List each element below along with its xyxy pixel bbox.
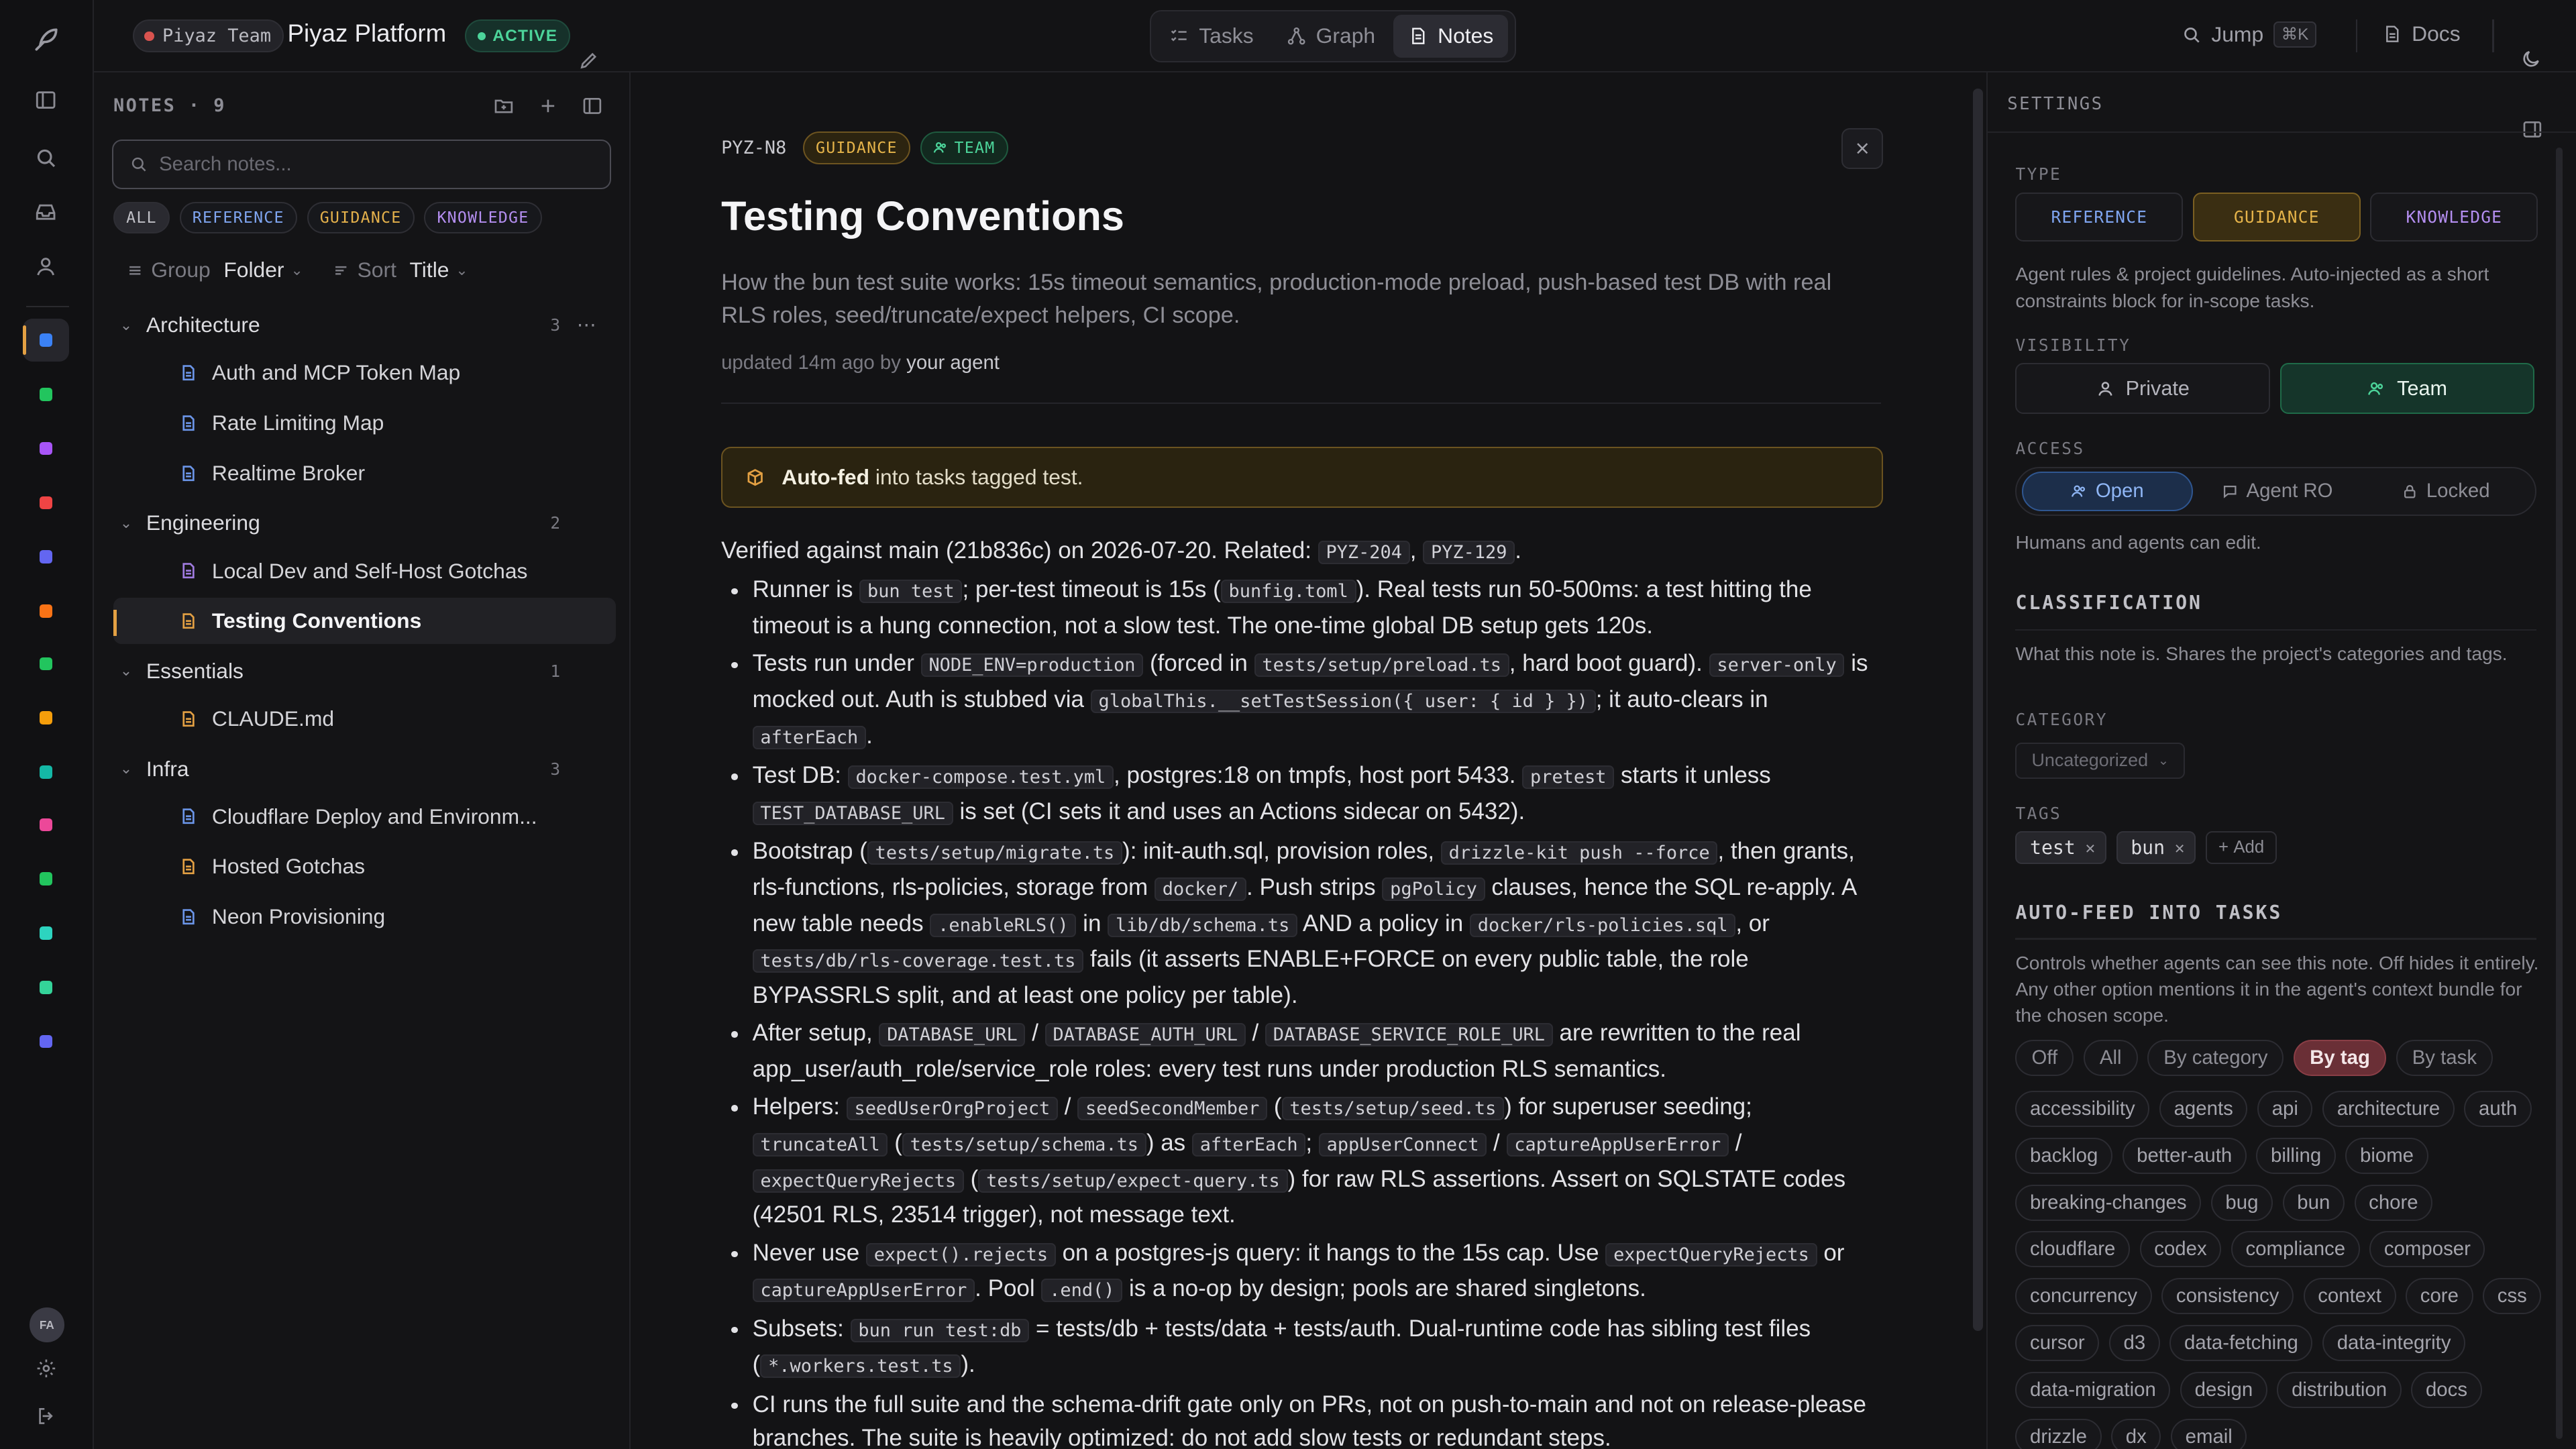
autofeed-tag-chip[interactable]: css [2483,1278,2541,1314]
banner-rest: into tasks tagged test. [875,464,1083,489]
rail-active-indicator [23,325,26,355]
document-icon [2382,24,2402,44]
autofeed-tag-chip[interactable]: codex [2140,1231,2222,1267]
bullet-item: After setup, DATABASE_URL / DATABASE_AUTH_URL / DATABASE_SERVICE_ROLE_URL are rewritten to the real app_user/auth_role/service_role roles: every test runs under production RLS semantics. [721,1016,1888,1086]
autofeed-tag-chip[interactable]: agents [2159,1091,2247,1127]
type-guidance-button[interactable]: GUIDANCE [2193,193,2361,241]
document-icon [179,806,212,826]
autofeed-banner [721,447,1882,508]
team-icon [2367,380,2385,398]
note-title: Cloudflare Deploy and Environm... [211,804,537,828]
inline-code: docker/rls-policies.sql [1470,914,1735,937]
note-item[interactable] [113,794,616,840]
visibility-private-button[interactable] [2015,363,2270,414]
feed-option-button[interactable]: By category [2147,1040,2284,1076]
autofeed-tag-chip[interactable]: d3 [2109,1325,2160,1361]
folder-label: Engineering [146,511,260,535]
project-swatch[interactable] [40,604,53,618]
project-swatch[interactable] [40,657,53,671]
notes-header: NOTES · 9 [113,95,226,117]
inline-code: afterEach [753,726,866,749]
access-open-label: Open [2095,480,2144,502]
type-reference-button[interactable]: REFERENCE [2015,193,2183,241]
type-filters [113,202,542,233]
logout-icon[interactable] [28,1398,64,1434]
inline-code: captureAppUserError [753,1279,975,1302]
new-folder-icon[interactable] [493,95,515,117]
chevron-down-icon: ⌄ [119,514,133,531]
inline-code: lib/db/schema.ts [1108,914,1297,937]
type-selector [2015,193,2538,241]
settings-gear-icon[interactable] [28,1350,64,1387]
chevron-down-icon: ⌄ [290,261,303,278]
tag-chip[interactable] [2015,831,2106,864]
folder-label: Architecture [146,313,260,337]
access-help: Humans and agents can edit. [2015,531,2261,553]
autofeed-tag-chip[interactable]: breaking-changes [2015,1185,2201,1221]
remove-tag-icon[interactable]: ✕ [2085,838,2096,858]
inline-code: truncateAll [753,1133,888,1157]
folder-count: 3 [550,315,561,335]
inline-code: globalThis.__setTestSession({ user: { id } }) [1091,690,1596,713]
note-intro: Verified against main (21b836c) on 2026-07-20. Related: PYZ-204 , PYZ-129 . [721,537,1521,564]
docs-label: Docs [2412,21,2461,46]
document-icon [179,907,212,926]
note-item[interactable] [113,696,616,742]
inline-code: tests/setup/seed.ts [1282,1097,1505,1120]
editor-scrollbar[interactable] [1973,89,1983,1330]
chevron-down-icon: ⌄ [119,316,133,333]
inline-code: DATABASE_AUTH_URL [1045,1023,1246,1046]
notes-actions [493,95,603,117]
add-tag-label: Add [2233,838,2265,857]
search-icon [129,155,148,173]
lock-icon [2402,483,2418,499]
filter-reference[interactable]: REFERENCE [180,202,297,233]
inline-code: seedUserOrgProject [847,1097,1058,1120]
chevron-down-icon: ⌄ [2157,753,2169,768]
tag-chip-label: bun [2131,837,2165,859]
inbox-icon[interactable] [28,194,64,230]
autofeed-tag-chip[interactable]: composer [2369,1231,2485,1267]
box-icon [745,468,765,487]
autofeed-tag-chip[interactable]: dx [2111,1419,2161,1449]
category-value: Uncategorized [2031,750,2149,771]
classification-title: CLASSIFICATION [2015,591,2202,614]
project-swatch[interactable] [40,981,53,994]
bullet-item: Test DB: docker-compose.test.yml , postgres:18 on tmpfs, host port 5433. pretest starts it unless TEST_DATABASE_URL is set (CI sets it and uses an Actions sidecar on 5432). [721,759,1888,830]
divider [2015,629,2536,631]
type-knowledge-button[interactable]: KNOWLEDGE [2370,193,2538,241]
tab-notes-label: Notes [1438,23,1494,48]
autofeed-tag-chip[interactable]: billing [2256,1138,2335,1174]
status-dot [478,32,486,40]
folder-count: 2 [550,513,561,533]
feed-option-button[interactable]: All [2084,1040,2138,1076]
tag-chip-label: test [2030,837,2076,859]
note-item[interactable] [113,400,616,446]
folder-architecture[interactable] [113,303,616,349]
category-select[interactable] [2015,743,2185,779]
project-swatch[interactable] [40,818,53,832]
search-icon [2182,25,2201,44]
panel-toggle-icon[interactable] [2522,92,2543,153]
settings-scrollbar[interactable] [2556,148,2563,1439]
close-button[interactable] [1841,128,1882,169]
divider [1988,131,2576,133]
project-swatch[interactable] [40,872,53,885]
folder-count: 3 [550,759,561,779]
autofeed-tag-chip[interactable]: design [2180,1372,2267,1408]
add-tag-button[interactable] [2206,831,2277,864]
visibility-tag [920,131,1008,164]
note-item[interactable] [113,894,616,940]
autofeed-tag-chip[interactable]: architecture [2322,1091,2455,1127]
document-icon [179,363,212,382]
access-selector [2015,467,2536,516]
settings-header: SETTINGS [2007,93,2104,114]
sort-icon [333,262,349,278]
sort-select[interactable]: Title [409,258,449,282]
autofeed-tag-chip[interactable]: better-auth [2123,1138,2247,1174]
autofeed-tag-chip[interactable]: email [2171,1419,2247,1449]
note-title[interactable]: Testing Conventions [721,193,1124,239]
project-swatch[interactable] [40,550,53,564]
note-editor [631,72,1971,1449]
folder-infra[interactable] [113,746,616,792]
document-icon [179,561,212,580]
inline-code: NODE_ENV=production [921,653,1144,677]
feed-option-button[interactable]: By tag [2294,1040,2386,1076]
access-open-button[interactable] [2022,472,2193,511]
note-item[interactable] [113,450,616,496]
bullet-item: CI runs the full suite and the schema-drift gate only on PRs, not on push-to-main and not on release-please branches. The suite is heavily optimized: do not add slow tests or redundant steps. [721,1388,1888,1449]
autofeed-tag-chip[interactable]: chore [2355,1185,2433,1221]
user-icon[interactable] [28,248,64,284]
project-swatch[interactable] [40,442,53,455]
banner-text [782,465,1083,490]
autofeed-tag-chip[interactable]: core [2406,1278,2473,1314]
note-item[interactable] [113,598,616,644]
visibility-team-label: Team [2397,376,2447,400]
tags-list [2015,831,2277,864]
project-swatch[interactable] [40,388,53,401]
inline-code: PYZ-204 [1318,541,1410,564]
updated-line [721,352,1000,374]
inline-code: tests/setup/migrate.ts [867,841,1122,865]
tags-label: TAGS [2015,803,2062,823]
autofeed-tag-chip[interactable]: bun [2283,1185,2345,1221]
more-icon[interactable]: ⋯ [576,314,596,337]
autofeed-tag-chip[interactable]: data-fetching [2169,1325,2312,1361]
folder-essentials[interactable] [113,648,616,694]
inline-code: tests/db/rls-coverage.test.ts [753,949,1084,973]
access-label: ACCESS [2015,438,2085,458]
inline-code: tests/setup/expect-query.ts [978,1169,1287,1193]
note-title: Rate Limiting Map [211,411,384,435]
team-color-dot [144,32,154,42]
inline-code: TEST_DATABASE_URL [753,802,953,825]
inline-code: bun test [859,580,962,603]
autofeed-tag-chip[interactable]: data-integrity [2322,1325,2465,1361]
docs-button[interactable] [2382,21,2461,46]
visibility-label: VISIBILITY [2015,335,2131,355]
chevron-down-icon: ⌄ [119,760,133,777]
inline-code: .enableRLS() [930,914,1076,937]
tab-tasks[interactable] [1155,15,1268,58]
inline-code: PYZ-129 [1423,541,1515,564]
user-icon [2096,380,2114,398]
filter-knowledge[interactable]: KNOWLEDGE [424,202,541,233]
project-swatch[interactable] [40,333,53,347]
note-id: PYZ-N8 [721,137,787,158]
inline-code: bunfig.toml [1221,580,1356,603]
bullet-item: Runner is bun test ; per-test timeout is 15s ( bunfig.toml ). Real tests run 50-500ms: a test hitting the timeout is a hung connection, not a slow test. The one-time global DB setup gets 120s. [721,573,1888,643]
jump-button[interactable] [2182,21,2316,48]
tab-tasks-label: Tasks [1199,23,1254,48]
type-tag: GUIDANCE [803,131,910,164]
jump-shortcut: ⌘K [2273,21,2316,48]
autofeed-tag-chip[interactable]: docs [2411,1372,2481,1408]
inline-code: DATABASE_URL [879,1023,1025,1046]
inline-code: expectQueryRejects [753,1169,964,1193]
plus-icon[interactable] [537,95,559,117]
inline-code: pgPolicy [1382,877,1485,901]
autofeed-tag-chip[interactable]: concurrency [2015,1278,2151,1314]
divider [721,402,1881,404]
project-swatch[interactable] [40,711,53,724]
autofeed-tag-chip[interactable]: drizzle [2015,1419,2101,1449]
folder-engineering[interactable] [113,500,616,547]
inline-code: drizzle-kit push --force [1441,841,1718,865]
autofeed-tag-chip[interactable]: cloudflare [2015,1231,2130,1267]
updated-prefix: updated 14m ago by [721,352,901,374]
team-icon [2071,483,2087,499]
search-input[interactable] [159,153,586,176]
note-item[interactable] [113,350,616,396]
classification-help: What this note is. Shares the project's categories and tags. [2015,643,2508,665]
notes-panel [94,72,631,1449]
inline-code: docker-compose.test.yml [848,765,1114,789]
note-body[interactable] [721,534,1888,1449]
status-badge [465,19,570,52]
bullet-item: Subsets: bun run test:db = tests/db + tests/data + tests/auth. Dual-runtime code has sibling test files ( *.workers.test.ts ). [721,1312,1888,1384]
autofeed-tag-chip[interactable]: context [2304,1278,2396,1314]
filter-all[interactable]: ALL [113,202,170,233]
document-icon [179,857,212,876]
autofeed-tag-chip[interactable]: bug [2211,1185,2273,1221]
note-title: Hosted Gotchas [211,854,366,879]
note-description[interactable]: How the bun test suite works: 15s timeout semantics, production-mode preload, push-based test DB with real RLS roles, seed/truncate/expect helpers, CI scope. [721,269,1832,328]
search-field[interactable] [112,140,611,189]
inline-code: tests/setup/schema.ts [902,1133,1146,1157]
settings-panel [1986,72,2576,1449]
inline-code: tests/setup/preload.ts [1254,653,1509,677]
notes-icon [1408,26,1428,46]
access-agent-ro-button[interactable] [2193,472,2361,511]
jump-label: Jump [2211,21,2264,46]
bullet-item: Helpers: seedUserOrgProject / seedSecondMember ( tests/setup/seed.ts ) for superuser seeding; truncateAll ( tests/setup/schema.ts ) as afterEach ; appUserConnect / captureAppUserError / expectQueryRejects ( tests/setup/expect-query.ts ) for raw RLS assertions. Assert on SQLSTATE codes (42501 RLS, 23514 trigger), not message text. [721,1090,1888,1232]
status-label: ACTIVE [492,26,558,45]
divider [2015,938,2536,939]
chevron-down-icon: ⌄ [119,662,133,680]
autofeed-tag-chip[interactable]: cursor [2015,1325,2099,1361]
note-item[interactable] [113,844,616,890]
folder-label: Infra [146,756,189,781]
note-title: CLAUDE.md [211,706,335,731]
note-title: Testing Conventions [211,608,422,633]
inline-code: *.workers.test.ts [760,1354,961,1378]
visibility-team-button[interactable] [2280,363,2535,414]
project-swatch[interactable] [40,765,53,779]
autofeed-tag-list [2015,1091,2544,1449]
autofeed-tag-chip[interactable]: auth [2464,1091,2531,1127]
inline-code: server-only [1709,653,1845,677]
panel-toggle-icon[interactable] [582,95,603,117]
note-meta [721,131,1008,164]
topbar-divider [2492,19,2493,52]
autofeed-tag-chip[interactable]: distribution [2277,1372,2401,1408]
note-title: Realtime Broker [211,460,366,485]
tasks-icon [1169,26,1189,46]
sort-label: Sort [357,258,396,282]
inline-code: .end() [1041,1279,1122,1302]
avatar[interactable]: FA [30,1307,64,1342]
filter-guidance[interactable]: GUIDANCE [307,202,415,233]
document-icon [179,611,212,631]
visibility-tag-label: TEAM [954,138,996,157]
inline-code: captureAppUserError [1507,1133,1729,1157]
document-icon [179,464,212,483]
inline-code: afterEach [1192,1133,1305,1157]
sidebar-toggle-icon[interactable] [28,82,64,118]
autofeed-title: AUTO-FEED INTO TASKS [2015,902,2283,924]
bullet-item: Never use expect().rejects on a postgres-js query: it hangs to the 15s cap. Use expectQueryRejects or captureAppUserError . Pool .end() is a no-op by design; pools are shared singletons. [721,1236,1888,1308]
updated-by: your agent [906,352,1000,374]
inline-code: pretest [1522,765,1614,789]
inline-code: expect().rejects [866,1243,1056,1267]
type-help: Agent rules & project guidelines. Auto-injected as a short constraints block for in-scope tasks. [2015,264,2489,311]
chat-icon [2222,483,2238,499]
project-swatch[interactable] [40,926,53,940]
folder-count: 1 [550,661,561,681]
left-rail [0,0,94,1449]
tag-chip[interactable] [2116,831,2196,864]
bullet-item: Bootstrap ( tests/setup/migrate.ts ): init-auth.sql, provision roles, drizzle-kit push --force , then grants, rls-functions, rls-policies, storage from docker/ . Push strips pgPolicy clauses, hence the SQL re-apply. A new table needs .enableRLS() in lib/db/schema.ts AND a policy in docker/rls-policies.sql , or tests/db/rls-coverage.test.ts fails (it asserts ENABLE+FORCE on every public table, the role BYPASSRLS split, and at least one policy per table). [721,835,1888,1012]
topbar-divider [2356,19,2357,52]
remove-tag-icon[interactable]: ✕ [2174,838,2185,858]
autofeed-tag-chip[interactable]: biome [2345,1138,2428,1174]
inline-code: DATABASE_SERVICE_ROLE_URL [1265,1023,1553,1046]
plus-icon: + [2218,838,2229,857]
note-item[interactable] [113,548,616,594]
graph-icon [1287,26,1306,46]
inline-code: seedSecondMember [1077,1097,1267,1120]
banner-bold: Auto-fed [782,464,870,489]
tab-notes[interactable] [1393,15,1508,58]
tab-graph-label: Graph [1316,23,1376,48]
autofeed-tag-chip[interactable]: accessibility [2015,1091,2149,1127]
feed-option-button[interactable]: Off [2015,1040,2074,1076]
autofeed-tag-chip[interactable]: data-migration [2015,1372,2170,1408]
autofeed-tag-chip[interactable]: compliance [2231,1231,2360,1267]
inline-code: appUserConnect [1319,1133,1487,1157]
rail-divider [26,306,69,307]
visibility-private-label: Private [2125,376,2190,400]
folder-label: Essentials [146,658,244,683]
project-title: Piyaz Platform [287,19,447,48]
inline-code: expectQueryRejects [1605,1243,1817,1267]
type-label: TYPE [2015,164,2062,184]
project-swatch[interactable] [40,496,53,510]
search-icon[interactable] [28,140,64,176]
autofeed-options [2015,1040,2493,1076]
autofeed-tag-chip[interactable]: backlog [2015,1138,2112,1174]
access-locked-label: Locked [2426,480,2490,502]
team-badge[interactable] [133,19,284,52]
access-locked-button[interactable] [2361,472,2530,511]
document-icon [179,709,212,729]
group-label: Group [151,258,211,282]
group-sort-bar [127,258,468,282]
close-icon [1854,140,1870,156]
top-bar [94,0,2576,72]
team-name: Piyaz Team [162,25,272,47]
inline-code: bun run test:db [851,1319,1030,1342]
access-agent-ro-label: Agent RO [2246,480,2333,502]
team-icon [933,140,948,155]
document-icon [179,413,212,433]
autofeed-tag-chip[interactable]: consistency [2161,1278,2294,1314]
chevron-down-icon: ⌄ [455,261,468,278]
note-bullet-list [721,573,1888,1449]
inline-code: docker/ [1155,877,1246,901]
tab-graph[interactable] [1272,15,1391,58]
autofeed-tag-chip[interactable]: api [2257,1091,2312,1127]
note-title: Auth and MCP Token Map [211,360,461,385]
group-select[interactable]: Folder [223,258,284,282]
note-title: Neon Provisioning [211,904,386,929]
group-icon [127,262,143,278]
project-swatch[interactable] [40,1035,53,1049]
feather-logo-icon[interactable] [28,21,64,58]
feed-option-button[interactable]: By task [2396,1040,2493,1076]
category-label: CATEGORY [2015,709,2108,729]
autofeed-help: Controls whether agents can see this note. Off hides it entirely. Any other option mentions it in the agent's context bundle for the chosen scope. [2015,952,2539,1026]
visibility-selector [2015,363,2534,414]
view-switcher [1150,10,1516,62]
note-title: Local Dev and Self-Host Gotchas [211,558,528,583]
bullet-item: Tests run under NODE_ENV=production (forced in tests/setup/preload.ts , hard boot guard). server-only is mocked out. Auth is stubbed via globalThis.__setTestSession({ user: { id } }) ; it auto-clears in afterEach . [721,647,1888,755]
